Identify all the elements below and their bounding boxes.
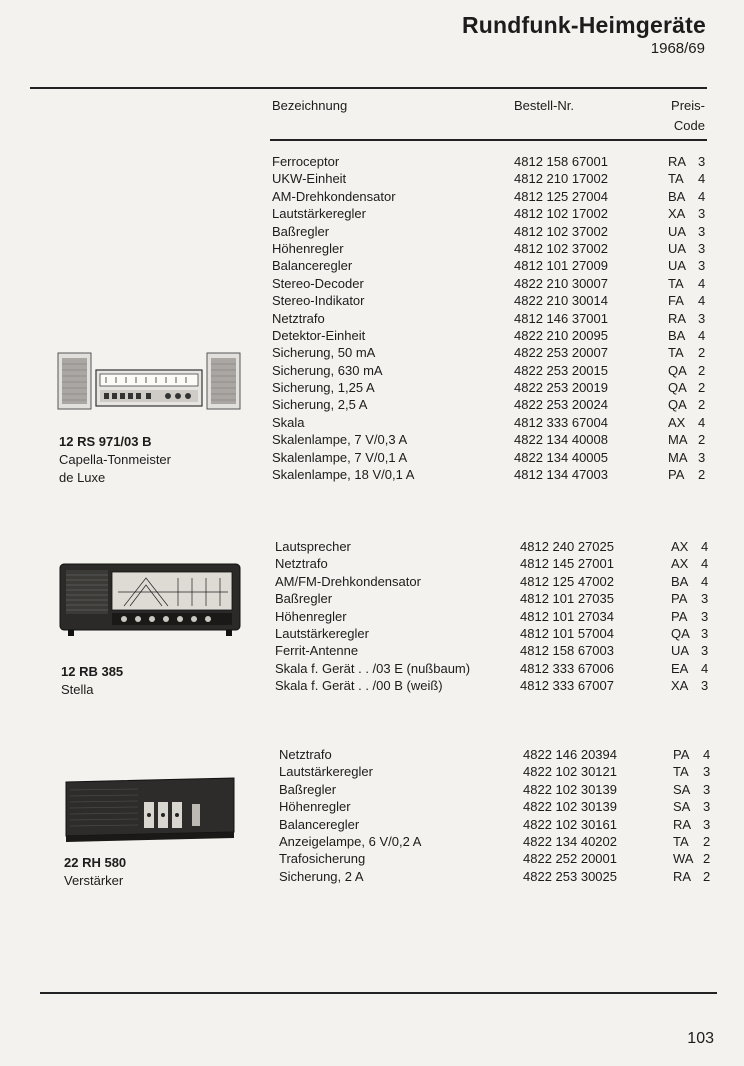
- part-name: Baßregler: [279, 781, 337, 797]
- part-name: Anzeigelampe, 6 V/0,2 A: [279, 833, 422, 849]
- part-name: Skala f. Gerät . . /00 B (weiß): [275, 678, 443, 694]
- model-number: 12 RB 385: [61, 664, 124, 679]
- part-order-number: 4822 252 20001: [523, 851, 617, 867]
- part-name: UKW-Einheit: [272, 171, 347, 187]
- part-row: [279, 798, 711, 815]
- column-header-price-line1: Preis-: [671, 98, 705, 113]
- part-order-number: 4812 101 57004: [520, 625, 614, 641]
- part-row: [275, 608, 708, 625]
- part-row: [272, 223, 708, 240]
- part-price-digit: 3: [701, 591, 709, 607]
- header-divider: [270, 139, 707, 141]
- part-price-digit: 4: [698, 414, 706, 430]
- part-price-digit: 2: [698, 467, 706, 483]
- part-price-code: AX: [671, 539, 689, 554]
- part-row: [272, 257, 708, 274]
- part-order-number: 4812 125 27004: [514, 188, 608, 204]
- part-name: Netztrafo: [272, 310, 325, 326]
- top-divider: [30, 87, 707, 89]
- part-order-number: 4812 240 27025: [520, 539, 614, 554]
- part-price-digit: 4: [698, 293, 706, 309]
- part-name: Sicherung, 630 mA: [272, 362, 383, 378]
- part-price-digit: 3: [698, 154, 706, 169]
- part-name: Skalenlampe, 7 V/0,3 A: [272, 432, 408, 448]
- part-name: AM/FM-Drehkondensator: [275, 573, 421, 589]
- part-order-number: 4822 253 20024: [514, 397, 608, 413]
- part-price-digit: 3: [701, 643, 709, 659]
- part-price-digit: 3: [698, 206, 706, 222]
- part-name: Sicherung, 2 A: [279, 868, 364, 884]
- part-price-code: SA: [673, 799, 691, 815]
- part-row: [279, 816, 711, 833]
- part-price-digit: 4: [698, 171, 706, 187]
- part-price-code: TA: [668, 345, 684, 361]
- part-order-number: 4822 102 30161: [523, 816, 617, 832]
- part-price-digit: 4: [701, 660, 709, 676]
- model-number: 12 RS 971/03 B: [59, 434, 152, 449]
- part-price-digit: 4: [701, 573, 709, 589]
- model-block: [61, 663, 123, 699]
- part-name: Baßregler: [275, 591, 333, 607]
- part-order-number: 4812 158 67001: [514, 154, 608, 169]
- part-price-digit: 2: [703, 851, 711, 867]
- part-order-number: 4812 158 67003: [520, 643, 614, 659]
- part-row: [272, 449, 708, 466]
- part-name: Skala: [272, 414, 305, 430]
- device-image-stella: [58, 558, 244, 640]
- part-name: Höhenregler: [272, 240, 344, 256]
- part-row: [272, 362, 708, 379]
- part-name: Detektor-Einheit: [272, 327, 366, 343]
- page-number: 103: [687, 1030, 714, 1047]
- part-price-digit: 2: [698, 397, 706, 413]
- part-price-code: TA: [673, 833, 689, 849]
- part-price-code: QA: [668, 380, 687, 396]
- part-price-code: AX: [668, 414, 686, 430]
- part-order-number: 4822 253 20019: [514, 380, 608, 396]
- part-price-digit: 4: [698, 188, 706, 204]
- part-row: [272, 188, 708, 205]
- part-order-number: 4812 102 37002: [514, 240, 608, 256]
- part-price-digit: 3: [698, 310, 706, 326]
- part-order-number: 4822 253 20007: [514, 345, 608, 361]
- part-row: [275, 677, 708, 694]
- part-price-digit: 3: [703, 799, 711, 815]
- part-row: [272, 379, 708, 396]
- model-description: Stella: [61, 682, 94, 697]
- model-number: 22 RH 580: [64, 855, 127, 870]
- part-name: Sicherung, 50 mA: [272, 345, 376, 361]
- part-row: [275, 555, 708, 572]
- part-order-number: 4812 101 27035: [520, 591, 614, 607]
- part-name: Balanceregler: [279, 816, 360, 832]
- part-name: Netztrafo: [275, 556, 328, 572]
- part-name: Balanceregler: [272, 258, 353, 274]
- part-price-digit: 2: [698, 345, 706, 361]
- part-order-number: 4812 101 27034: [520, 608, 614, 624]
- part-price-code: UA: [668, 258, 687, 274]
- part-price-digit: 2: [703, 833, 711, 849]
- part-name: Lautsprecher: [275, 539, 351, 554]
- part-order-number: 4822 253 20015: [514, 362, 608, 378]
- part-price-code: AX: [671, 556, 689, 572]
- part-price-code: PA: [668, 467, 685, 483]
- part-row: [279, 781, 711, 798]
- part-price-digit: 2: [698, 362, 706, 378]
- part-price-digit: 3: [701, 608, 709, 624]
- part-order-number: 4822 134 40005: [514, 449, 608, 465]
- part-row: [279, 868, 711, 885]
- part-order-number: 4822 210 30007: [514, 275, 608, 291]
- part-name: Sicherung, 2,5 A: [272, 397, 368, 413]
- part-row: [279, 833, 711, 850]
- part-price-digit: 2: [703, 868, 711, 884]
- part-order-number: 4822 210 30014: [514, 293, 608, 309]
- part-price-code: FA: [668, 293, 684, 309]
- part-name: Netztrafo: [279, 747, 332, 762]
- part-name: Baßregler: [272, 223, 330, 239]
- part-price-code: XA: [671, 678, 689, 694]
- part-order-number: 4822 102 30121: [523, 764, 617, 780]
- part-order-number: 4812 101 27009: [514, 258, 608, 274]
- part-price-code: QA: [668, 362, 687, 378]
- column-header-order: Bestell-Nr.: [514, 98, 574, 113]
- part-row: [275, 573, 708, 590]
- part-price-digit: 4: [701, 539, 709, 554]
- part-price-code: RA: [668, 154, 687, 169]
- part-price-digit: 2: [698, 432, 706, 448]
- part-price-code: PA: [673, 747, 690, 762]
- part-row: [272, 396, 708, 413]
- part-price-code: TA: [668, 275, 684, 291]
- part-name: Ferrit-Antenne: [275, 643, 359, 659]
- part-name: Stereo-Indikator: [272, 293, 365, 309]
- part-price-digit: 4: [698, 327, 706, 343]
- part-order-number: 4822 146 20394: [523, 747, 617, 762]
- part-price-code: RA: [668, 310, 687, 326]
- part-price-code: UA: [671, 643, 690, 659]
- part-name: Ferroceptor: [272, 154, 340, 169]
- model-description: Verstärker: [64, 873, 124, 888]
- part-row: [272, 240, 708, 257]
- part-price-digit: 3: [698, 223, 706, 239]
- part-order-number: 4812 333 67007: [520, 678, 614, 694]
- part-price-code: RA: [673, 816, 692, 832]
- part-row: [275, 538, 708, 555]
- part-price-code: BA: [668, 327, 686, 343]
- part-row: [272, 292, 708, 309]
- part-price-code: MA: [668, 449, 688, 465]
- part-row: [275, 590, 708, 607]
- part-name: Skalenlampe, 7 V/0,1 A: [272, 449, 408, 465]
- part-price-code: PA: [671, 608, 688, 624]
- model-description-line2: de Luxe: [59, 470, 106, 485]
- part-row: [272, 344, 708, 361]
- part-order-number: 4812 125 47002: [520, 573, 614, 589]
- part-order-number: 4822 134 40008: [514, 432, 608, 448]
- part-name: AM-Drehkondensator: [272, 188, 396, 204]
- column-header-price: [671, 96, 705, 136]
- part-order-number: 4822 210 20095: [514, 327, 608, 343]
- part-price-digit: 4: [701, 556, 709, 572]
- model-description: Capella-Tonmeister: [59, 452, 171, 467]
- part-price-digit: 3: [703, 764, 711, 780]
- part-row: [275, 625, 708, 642]
- page-title: Rundfunk-Heimgeräte: [461, 12, 706, 38]
- part-row: [275, 660, 708, 677]
- part-order-number: 4812 102 37002: [514, 223, 608, 239]
- part-price-digit: 3: [698, 240, 706, 256]
- part-row: [272, 153, 708, 170]
- part-order-number: 4812 134 47003: [514, 467, 608, 483]
- part-name: Skalenlampe, 18 V/0,1 A: [272, 467, 415, 483]
- part-name: Lautstärkeregler: [275, 625, 369, 641]
- part-name: Sicherung, 1,25 A: [272, 380, 375, 396]
- part-row: [279, 763, 711, 780]
- part-name: Stereo-Decoder: [272, 275, 364, 291]
- part-price-digit: 3: [703, 816, 711, 832]
- part-row: [275, 642, 708, 659]
- part-price-digit: 2: [698, 380, 706, 396]
- part-price-digit: 3: [703, 781, 711, 797]
- part-name: Lautstärkeregler: [272, 206, 366, 222]
- part-row: [279, 850, 711, 867]
- column-header-name: Bezeichnung: [272, 98, 348, 113]
- part-order-number: 4812 146 37001: [514, 310, 608, 326]
- part-row: [279, 746, 711, 763]
- part-price-code: UA: [668, 240, 687, 256]
- column-header-price-line2: Code: [673, 118, 705, 133]
- part-price-code: BA: [668, 188, 686, 204]
- part-row: [272, 275, 708, 292]
- part-row: [272, 414, 708, 431]
- part-name: Höhenregler: [275, 608, 347, 624]
- device-image-verstaerker: [58, 772, 238, 844]
- part-price-code: PA: [671, 591, 688, 607]
- part-name: Trafosicherung: [279, 851, 366, 867]
- part-price-digit: 3: [701, 678, 709, 694]
- part-price-code: XA: [668, 206, 686, 222]
- part-row: [272, 310, 708, 327]
- device-image-capella: [56, 350, 242, 412]
- part-order-number: 4822 134 40202: [523, 833, 617, 849]
- parts-list: [275, 538, 708, 695]
- part-price-digit: 3: [701, 625, 709, 641]
- part-price-code: TA: [668, 171, 684, 187]
- part-name: Lautstärkeregler: [279, 764, 373, 780]
- part-price-digit: 3: [698, 449, 706, 465]
- parts-list: [279, 746, 711, 885]
- part-row: [272, 431, 708, 448]
- part-price-code: WA: [673, 851, 694, 867]
- part-order-number: 4812 333 67004: [514, 414, 608, 430]
- part-name: Höhenregler: [279, 799, 351, 815]
- part-price-code: RA: [673, 868, 692, 884]
- parts-list: [272, 153, 708, 483]
- part-price-code: MA: [668, 432, 688, 448]
- part-price-code: QA: [671, 625, 690, 641]
- part-order-number: 4812 145 27001: [520, 556, 614, 572]
- model-block: [59, 433, 171, 487]
- part-price-code: BA: [671, 573, 689, 589]
- part-price-code: TA: [673, 764, 689, 780]
- bottom-divider: [40, 992, 717, 994]
- part-price-code: EA: [671, 660, 689, 676]
- part-row: [272, 466, 708, 483]
- part-order-number: 4812 333 67006: [520, 660, 614, 676]
- part-order-number: 4822 102 30139: [523, 799, 617, 815]
- part-price-code: QA: [668, 397, 687, 413]
- part-order-number: 4812 210 17002: [514, 171, 608, 187]
- model-block: [64, 854, 126, 890]
- part-name: Skala f. Gerät . . /03 E (nußbaum): [275, 660, 471, 676]
- part-order-number: 4812 102 17002: [514, 206, 608, 222]
- part-price-digit: 4: [698, 275, 706, 291]
- part-row: [272, 170, 708, 187]
- part-row: [272, 205, 708, 222]
- part-price-code: SA: [673, 781, 691, 797]
- part-row: [272, 327, 708, 344]
- part-order-number: 4822 102 30139: [523, 781, 617, 797]
- part-price-digit: 3: [698, 258, 706, 274]
- catalog-year: 1968/69: [650, 40, 705, 57]
- part-price-code: UA: [668, 223, 687, 239]
- part-order-number: 4822 253 30025: [523, 868, 617, 884]
- part-price-digit: 4: [703, 747, 711, 762]
